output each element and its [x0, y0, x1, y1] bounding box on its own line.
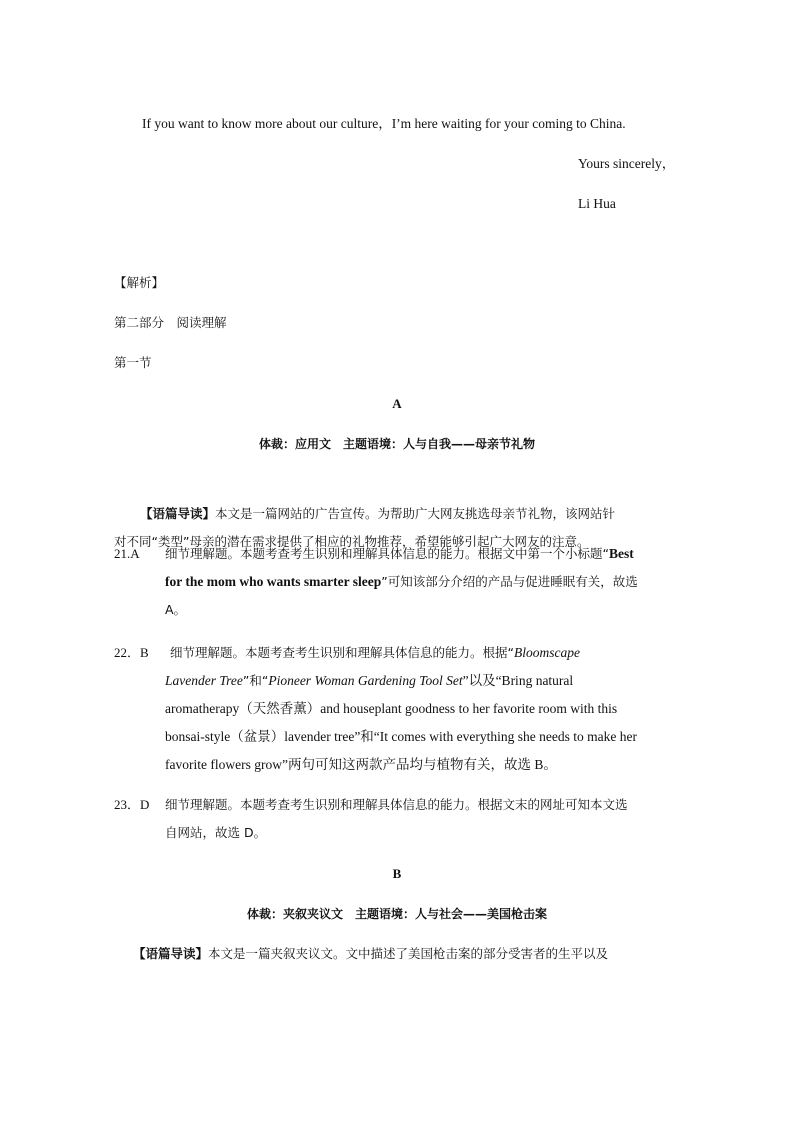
q21-text: 细节理解题。本题考查考生识别和理解具体信息的能力。根据文中第一个小标题“ — [165, 546, 609, 561]
q23-number: 23．D — [114, 797, 150, 812]
q22-line3: aromatherapy（天然香薰）and houseplant goodness to her favorite room with this — [165, 701, 618, 716]
passage-a-letter: A — [392, 396, 402, 411]
passage-b-genre: 体裁：夹叙夹议文 主题语境：人与社会——美国枪击案 — [246, 907, 547, 921]
q21-line2 — [165, 574, 638, 590]
q22-number: 22．B — [114, 645, 149, 660]
q21-line1 — [165, 546, 634, 562]
q22-end: ”以及“Bring natural — [462, 673, 574, 688]
letter-signature: Li Hua — [578, 196, 616, 211]
passage-b-letter: B — [392, 866, 402, 881]
passage-a-intro — [140, 506, 615, 522]
q22-line1 — [170, 645, 580, 661]
intro-label-b: 【语篇导读】 — [133, 946, 209, 961]
intro-text-b: 本文是一篇夹叙夹议文。文中描述了美国枪击案的部分受害者的生平以及 — [208, 946, 609, 961]
section-heading: 第一节 — [114, 355, 152, 370]
q22-text: 细节理解题。本题考查考生识别和理解具体信息的能力。根据“ — [170, 645, 514, 660]
q22-italic-2: Pioneer Woman Gardening Tool Set — [268, 673, 463, 688]
q22-line4: bonsai-style（盆景）lavender tree”和“It comes with everything she needs to make her — [165, 729, 637, 744]
passage-a-intro-line2: 对不同“类型”母亲的潜在需求提供了相应的礼物推荐，希望能够引起广大网友的注意。 — [114, 534, 590, 549]
q21-line3: A。 — [165, 602, 187, 617]
q22-italic-1: Lavender Tree — [165, 673, 243, 688]
q21-bold-quote: Best — [608, 546, 634, 561]
part-heading: 第二部分 阅读理解 — [114, 315, 227, 330]
intro-label: 【语篇导读】 — [140, 506, 216, 521]
q21-number: 21.A — [114, 546, 140, 561]
q22-line5: favorite flowers grow”两句可知这两款产品均与植物有关，故选 B。 — [165, 757, 557, 772]
letter-closing-line: If you want to know more about our culture，I’m here waiting for your coming to China. — [142, 116, 626, 131]
q22-line2 — [165, 673, 573, 689]
intro-text: 本文是一篇网站的广告宣传。为帮助广大网友挑选母亲节礼物，该网站针 — [215, 506, 616, 521]
q22-italic-title: Bloomscape — [513, 645, 580, 660]
q23-line1: 细节理解题。本题考查考生识别和理解具体信息的能力。根据文末的网址可知本文选 — [165, 797, 628, 812]
letter-sign-off: Yours sincerely， — [578, 156, 676, 171]
q23-line2: 自网站，故选 D。 — [165, 825, 267, 840]
passage-a-genre: 体裁：应用文 主题语境：人与自我——母亲节礼物 — [258, 437, 535, 451]
analysis-heading: 【解析】 — [114, 275, 165, 290]
q21-bold-subtitle: for the mom who wants smarter sleep — [165, 574, 382, 589]
q21-text2: ”可知该部分介绍的产品与促进睡眠有关，故选 — [381, 574, 638, 589]
q22-mid: ”和“ — [242, 673, 269, 688]
passage-b-intro — [133, 946, 608, 962]
